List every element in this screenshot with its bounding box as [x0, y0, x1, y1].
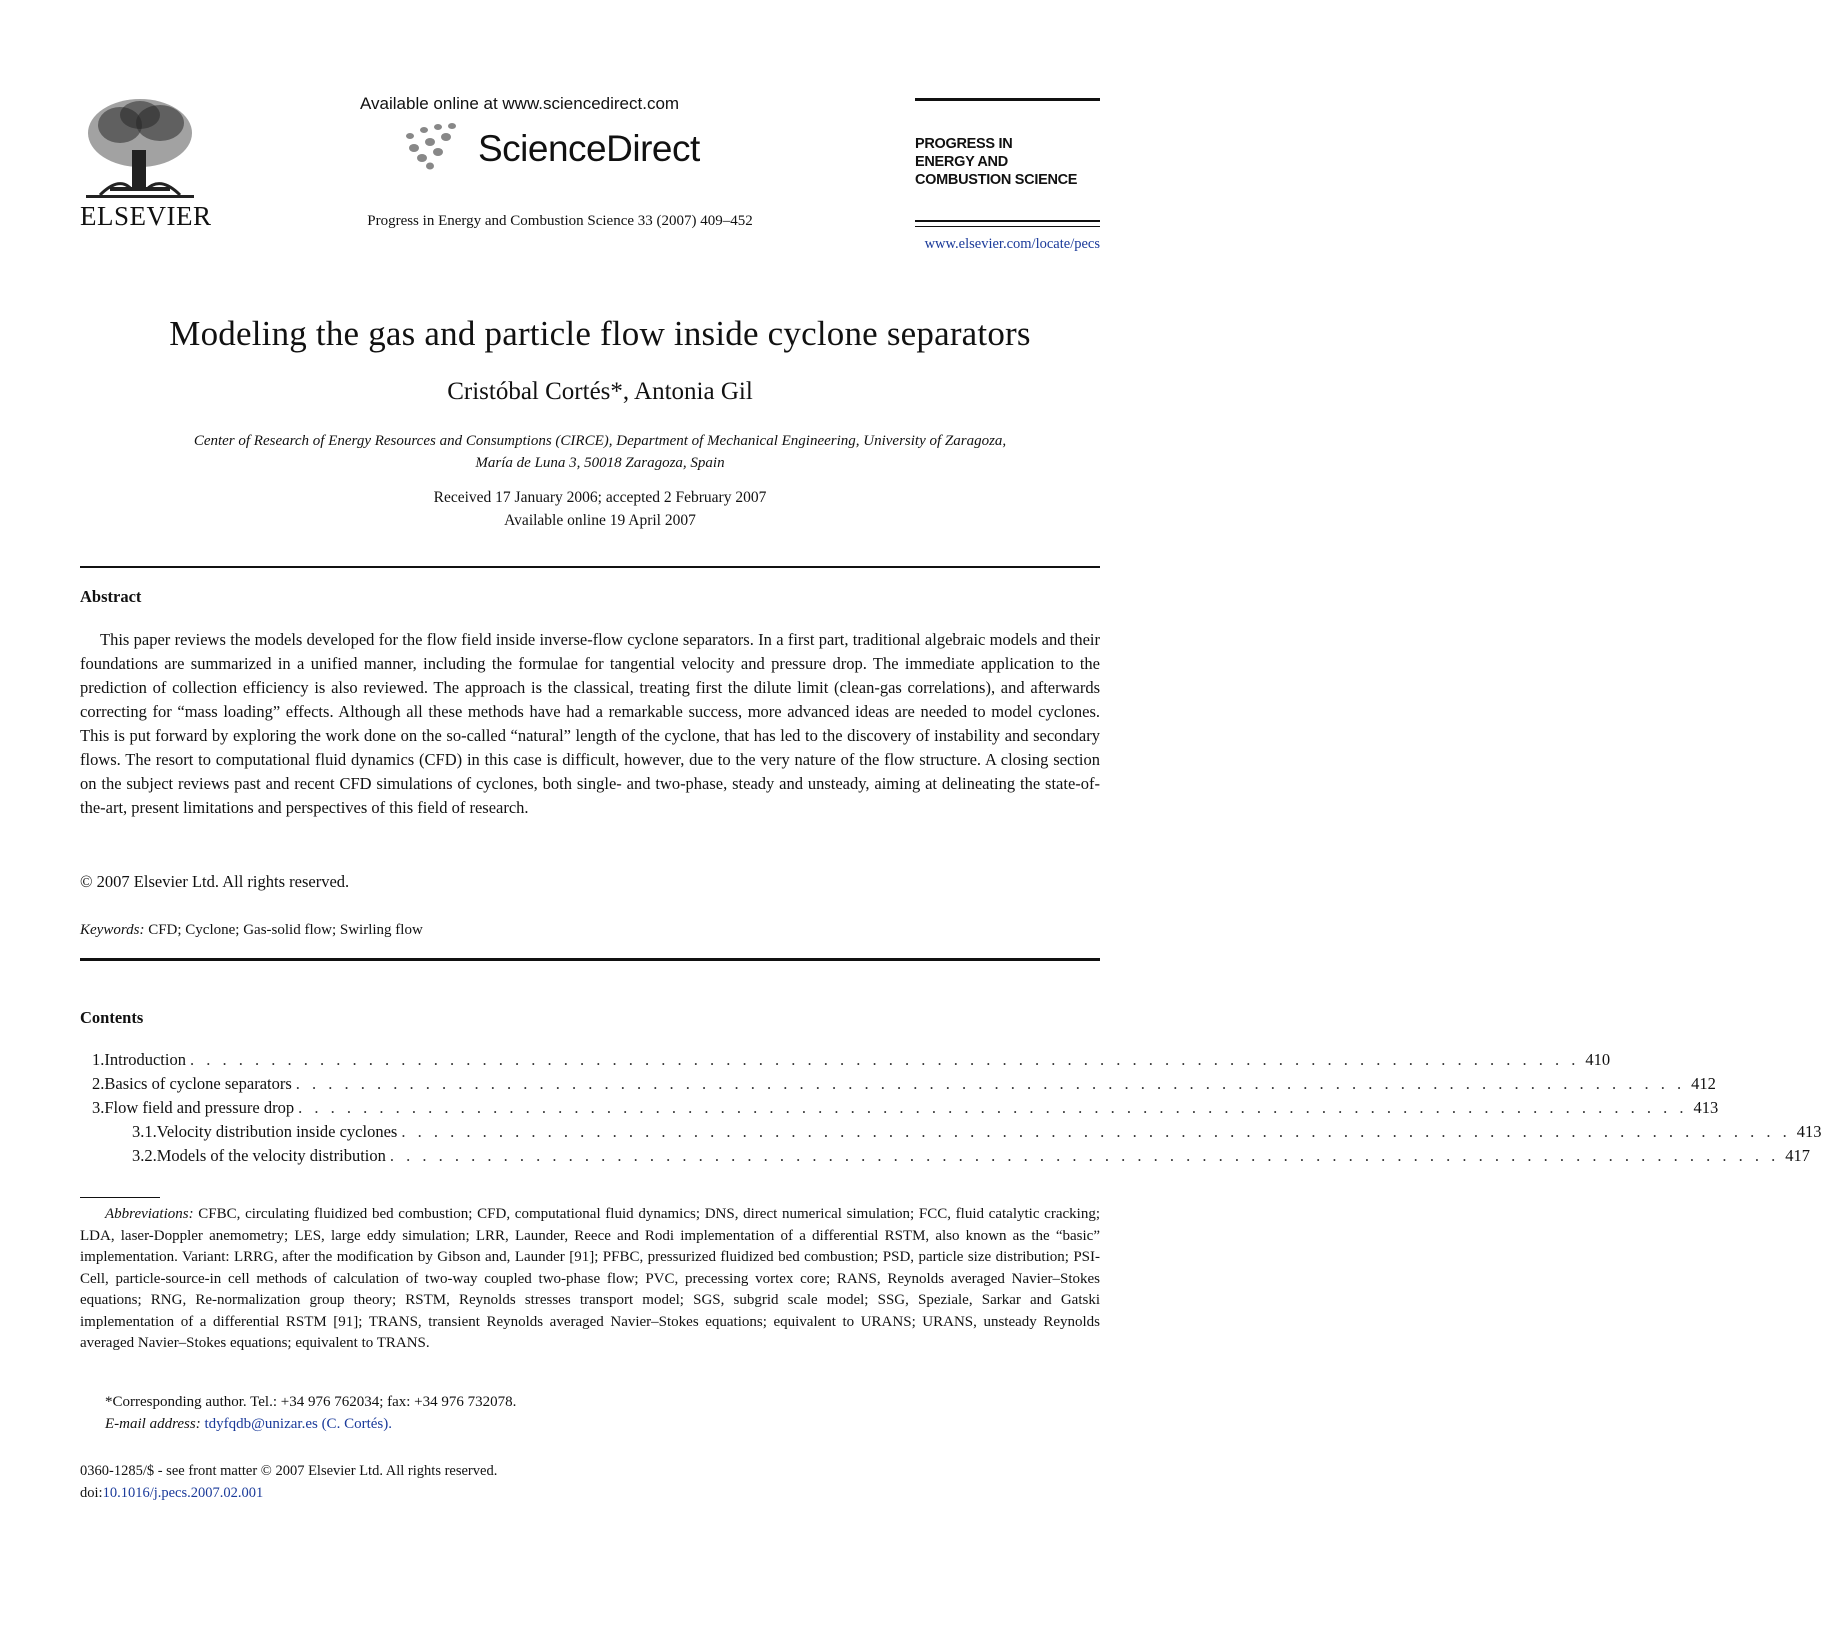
article-dates	[300, 486, 900, 532]
toc-title: Models of the velocity distribution	[156, 1146, 386, 1165]
available-online-banner: Available online at www.sciencedirect.com	[360, 94, 680, 113]
abstract-copyright: © 2007 Elsevier Ltd. All rights reserved.	[80, 872, 350, 891]
abstract-heading: Abstract	[80, 587, 142, 606]
bottom-info	[80, 1460, 497, 1504]
toc-leader: . . . . . . . . . . . . . . . . . . . . . . . . . . . . . . . . . . . . . . . . . . . . . . . . . . . . . . . . . . . . . . . . . . . . . . . . . . . . . . . . . . . . . .	[298, 1098, 1688, 1117]
journal-title-line: ENERGY AND	[915, 154, 1008, 170]
journal-title	[915, 135, 1115, 189]
toc-number: 3.	[92, 1098, 105, 1117]
toc-subitem[interactable]	[80, 1144, 1811, 1168]
article-title: Modeling the gas and particle flow inside cyclone separators	[169, 314, 1031, 353]
abbreviations-text: CFBC, circulating fluidized bed combustion; CFD, computational fluid dynamics; DNS, direct numerical simulation; FCC, fluid catalytic cracking; LDA, laser-Doppler anemometry; LES, large eddy simulation; LRR, Launder, Reece and Rodi implementation of a differential RSTM, also known as the “basic” implementation. Variant: LRRG, after the modification by Gibson and, Launder [91]; PFBC, pressurized fluidized bed combustion; PSD, particle size distribution; PSI-Cell, particle-source-in cell methods of calculation of two-way coupled two-phase flow; PVC, precessing vortex core; RANS, Reynolds averaged Navier–Stokes equations; RNG, Re-normalization group theory; RSTM, Reynolds stresses transport model; SGS, subgrid scale model; SSG, Speziale, Sarkar and Gatski implementation of a differential RSTM [91]; TRANS, transient Reynolds averaged Navier–Stokes equations; equivalent to URANS; URANS, unsteady Reynolds averaged Navier–Stokes equations; equivalent to TRANS.	[80, 1206, 1100, 1351]
toc-number: 1.	[92, 1050, 105, 1069]
doi-link[interactable]: 10.1016/j.pecs.2007.02.001	[102, 1485, 264, 1501]
sciencedirect-logo	[400, 122, 730, 182]
available-online-date: Available online 19 April 2007	[504, 512, 696, 529]
toc-leader: . . . . . . . . . . . . . . . . . . . . . . . . . . . . . . . . . . . . . . . . . . . . . . . . . . . . . . . . . . . . . . . . . . . . . . . . . . . . . . . . . . . . . .	[389, 1146, 1780, 1165]
corresponding-author-footnote	[80, 1392, 1100, 1435]
abstract-top-rule	[80, 566, 1100, 568]
journal-rule-1	[915, 220, 1100, 222]
journal-title-line: COMBUSTION SCIENCE	[915, 172, 1078, 188]
toc-number: 3.2.	[132, 1146, 157, 1165]
toc-page: 413	[1693, 1098, 1719, 1117]
journal-citation: Progress in Energy and Combustion Science 33 (2007) 409–452	[367, 213, 753, 229]
email-link[interactable]: tdyfqdb@unizar.es	[204, 1415, 318, 1432]
doi-prefix: doi:	[80, 1485, 103, 1501]
toc-item[interactable]	[80, 1096, 1719, 1120]
table-of-contents	[80, 1048, 1821, 1168]
toc-number: 3.1.	[132, 1122, 157, 1141]
footnote-rule	[80, 1197, 160, 1198]
abbreviations-footnote	[80, 1204, 1100, 1355]
journal-url-link[interactable]: www.elsevier.com/locate/pecs	[924, 236, 1100, 252]
keywords-list: CFD; Cyclone; Gas-solid flow; Swirling flow	[148, 922, 423, 938]
toc-number: 2.	[92, 1074, 105, 1093]
sciencedirect-wordmark: ScienceDirect	[478, 128, 700, 169]
abbreviations-label: Abbreviations:	[105, 1206, 194, 1222]
journal-title-line: PROGRESS IN	[915, 136, 1013, 152]
received-date: Received 17 January 2006; accepted 2 February 2007	[433, 489, 767, 506]
toc-page: 410	[1585, 1050, 1611, 1069]
keywords-label: Keywords:	[80, 922, 145, 938]
sciencedirect-dots-icon	[400, 122, 480, 182]
elsevier-tree-icon	[80, 95, 200, 205]
author-affiliation	[80, 430, 1120, 474]
issn-line: 0360-1285/$ - see front matter © 2007 Elsevier Ltd. All rights reserved.	[80, 1463, 498, 1479]
affiliation-line: María de Luna 3, 50018 Zaragoza, Spain	[475, 455, 725, 471]
affiliation-line: Center of Research of Energy Resources and Consumptions (CIRCE), Department of Mechanical Engineering, University of Zaragoza,	[193, 433, 1007, 449]
toc-title: Basics of cyclone separators	[104, 1074, 292, 1093]
elsevier-logo	[80, 95, 212, 231]
toc-title: Introduction	[104, 1050, 186, 1069]
toc-page: 413	[1796, 1122, 1821, 1141]
email-suffix: (C. Cortés).	[321, 1415, 392, 1432]
toc-leader: . . . . . . . . . . . . . . . . . . . . . . . . . . . . . . . . . . . . . . . . . . . . . . . . . . . . . . . . . . . . . . . . . . . . . . . . . . . . . . . . . . . . . .	[189, 1050, 1580, 1069]
journal-rule-2	[915, 226, 1100, 227]
corresponding-author: *Corresponding author. Tel.: +34 976 762034; fax: +34 976 732078.	[105, 1394, 517, 1410]
journal-top-rule	[915, 98, 1100, 101]
toc-page: 417	[1785, 1146, 1811, 1165]
toc-title: Flow field and pressure drop	[104, 1098, 295, 1117]
abstract-bottom-rule	[80, 958, 1100, 961]
keywords	[80, 922, 423, 939]
contents-heading: Contents	[80, 1008, 144, 1027]
toc-title: Velocity distribution inside cyclones	[156, 1122, 398, 1141]
publisher-name: ELSEVIER	[80, 201, 212, 231]
article-authors: Cristóbal Cortés*, Antonia Gil	[447, 378, 753, 405]
abstract-text: This paper reviews the models developed for the flow field inside inverse-flow cyclone separators. In a first part, traditional algebraic models and their foundations are summarized in a unified manner, including the formulae for tangential velocity and pressure drop. The immediate application to the prediction of collection efficiency is also reviewed. The approach is the classical, treating first the dilute limit (clean-gas correlations), and afterwards correcting for “mass loading” effects. Although all these methods have had a remarkable success, more advanced ideas are needed to model cyclones. This is put forward by exploring the work done on the so-called “natural” length of the cyclone, that has led to the discovery of instability and secondary flows. The resort to computational fluid dynamics (CFD) in this case is difficult, however, due to the very nature of the flow structure. A closing section on the subject reviews past and recent CFD simulations of cyclones, both single- and two-phase, steady and unsteady, aiming at delineating the state-of-the-art, present limitations and perspectives of this field of research.	[80, 630, 1100, 817]
toc-page: 412	[1691, 1074, 1716, 1093]
toc-leader: . . . . . . . . . . . . . . . . . . . . . . . . . . . . . . . . . . . . . . . . . . . . . . . . . . . . . . . . . . . . . . . . . . . . . . . . . . . . . . . . . . . . . .	[401, 1122, 1791, 1141]
email-label: E-mail address:	[105, 1415, 201, 1432]
toc-item[interactable]	[80, 1072, 1716, 1096]
toc-subitem[interactable]	[80, 1120, 1821, 1144]
toc-item[interactable]	[80, 1048, 1611, 1072]
toc-leader: . . . . . . . . . . . . . . . . . . . . . . . . . . . . . . . . . . . . . . . . . . . . . . . . . . . . . . . . . . . . . . . . . . . . . . . . . . . . . . . . . . . . . .	[295, 1074, 1686, 1093]
